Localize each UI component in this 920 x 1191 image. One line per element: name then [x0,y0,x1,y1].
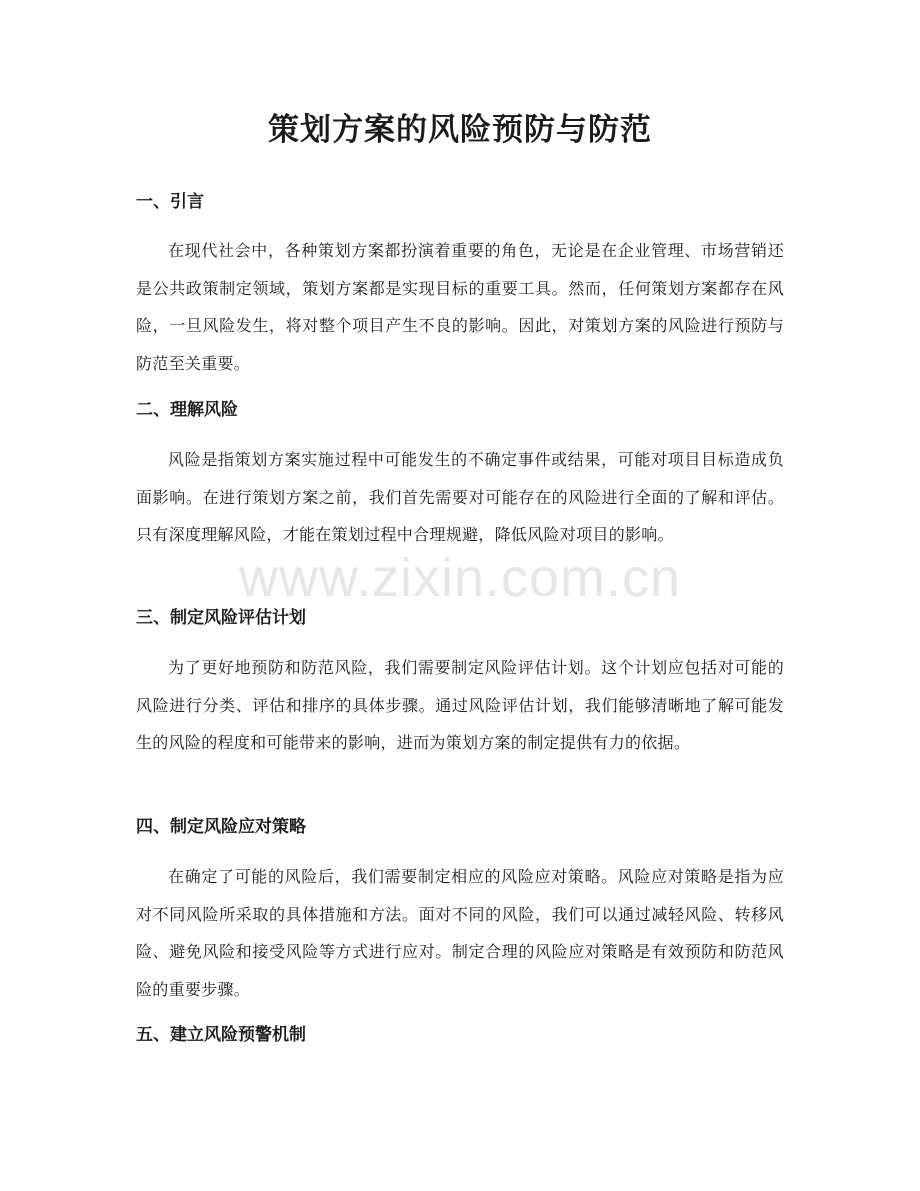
section-heading-risk-response-strategy: 四、制定风险应对策略 [136,817,306,837]
document-title: 策划方案的风险预防与防范 [268,112,652,148]
section-paragraph-introduction: 在现代社会中，各种策划方案都扮演着重要的角色，无论是在企业管理、市场营销还是公共政策制定领域，策划方案都是实现目标的重要工具。然而，任何策划方案都存在风险，一旦风险发生，将对整个项目产生不良的影响。因此，对策划方案的风险进行预防与防范至关重要。 [136,241,784,374]
section-heading-risk-warning-mechanism: 五、建立风险预警机制 [136,1025,306,1045]
watermark: www.zixin.com.cn [238,548,682,608]
section-paragraph-risk-response-strategy: 在确定了可能的风险后，我们需要制定相应的风险应对策略。风险应对策略是指为应对不同风险所采取的具体措施和方法。面对不同的风险，我们可以通过减轻风险、转移风险、避免风险和接受风险等方式进行应对。制定合理的风险应对策略是有效预防和防范风险的重要步骤。 [136,867,784,1000]
section-paragraph-understanding-risk: 风险是指策划方案实施过程中可能发生的不确定事件或结果，可能对项目目标造成负面影响。在进行策划方案之前，我们首先需要对可能存在的风险进行全面的了解和评估。只有深度理解风险，才能在策划过程中合理规避，降低风险对项目的影响。 [136,450,784,545]
section-heading-risk-assessment-plan: 三、制定风险评估计划 [136,608,306,628]
section-heading-understanding-risk: 二、理解风险 [136,400,238,420]
section-paragraph-risk-assessment-plan: 为了更好地预防和防范风险，我们需要制定风险评估计划。这个计划应包括对可能的风险进行分类、评估和排序的具体步骤。通过风险评估计划，我们能够清晰地了解可能发生的风险的程度和可能带来的影响，进而为策划方案的制定提供有力的依据。 [136,658,784,753]
section-heading-introduction: 一、引言 [136,192,204,212]
